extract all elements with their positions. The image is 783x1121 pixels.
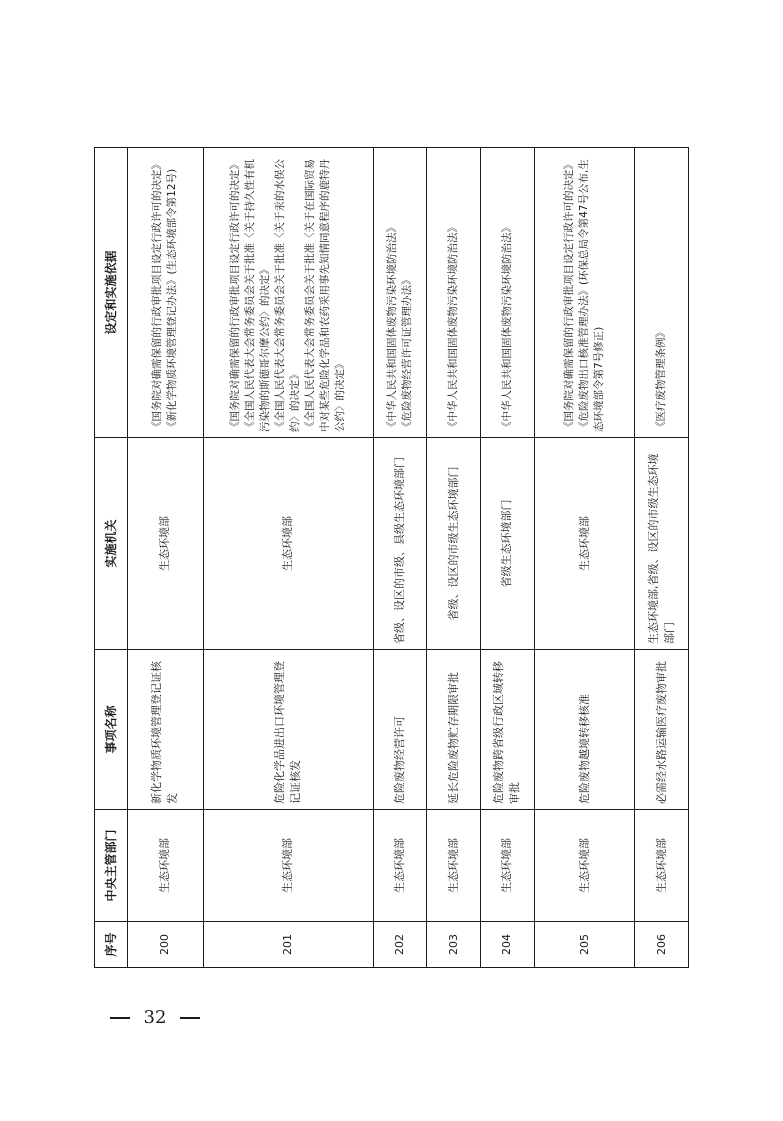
- basis-line: 《全国人民代表大会常务委员会关于批准〈关于汞的水俣公约〉的决定》: [274, 159, 302, 432]
- cell-dept: 生态环境部: [481, 810, 535, 922]
- items-table: [94, 147, 689, 968]
- cell-agency: 生态环境部: [128, 438, 204, 650]
- cell-dept: 生态环境部: [373, 810, 427, 922]
- cell-seq: 200: [128, 922, 204, 968]
- basis-line: 《全国人民代表大会常务委员会关于批准〈关于持久性有机污染物的斯德哥尔摩公约〉的决定》: [244, 159, 272, 432]
- table-row: [635, 148, 689, 968]
- cell-item: 危险化学品进出口环境管理登记证核发: [203, 650, 373, 810]
- cell-dept: 生态环境部: [203, 810, 373, 922]
- table-row: [128, 148, 204, 968]
- rotated-table-frame: [94, 148, 689, 968]
- table-row: [203, 148, 373, 968]
- cell-dept: 生态环境部: [128, 810, 204, 922]
- basis-line: 《国务院对确需保留的行政审批项目设定行政许可的决定》: [563, 159, 576, 432]
- basis-line: 《中华人民共和国固体废物污染环境防治法》: [386, 222, 399, 432]
- cell-item: 危险废物越境转移核准: [534, 650, 635, 810]
- cell-agency: 生态环境部,省级、设区的市级生态环境部门: [635, 438, 689, 650]
- table-row: [373, 148, 427, 968]
- cell-dept: 生态环境部: [635, 810, 689, 922]
- header-dept: 中央主管部门: [95, 810, 128, 922]
- cell-basis: [534, 148, 635, 438]
- cell-seq: 205: [534, 922, 635, 968]
- table-row: [534, 148, 635, 968]
- basis-line: 《危险废物出口核准管理办法》(环保总局令第47号公布,生态环境部令第7号修正): [578, 159, 606, 432]
- cell-basis: [635, 148, 689, 438]
- cell-agency: 省级生态环境部门: [481, 438, 535, 650]
- cell-dept: 生态环境部: [427, 810, 481, 922]
- cell-seq: 206: [635, 922, 689, 968]
- cell-seq: 204: [481, 922, 535, 968]
- cell-item: 延长危险废物贮存期限审批: [427, 650, 481, 810]
- header-item: 事项名称: [95, 650, 128, 810]
- header-seq: 序号: [95, 922, 128, 968]
- cell-basis: [427, 148, 481, 438]
- cell-agency: 生态环境部: [203, 438, 373, 650]
- basis-line: 《国务院对确需保留的行政审批项目设定行政许可的决定》: [229, 159, 242, 432]
- basis-line: 《医疗废物管理条例》: [655, 327, 668, 432]
- cell-agency: 省级、设区的市级生态环境部门: [427, 438, 481, 650]
- page-number: [110, 1003, 200, 1033]
- cell-dept: 生态环境部: [534, 810, 635, 922]
- header-agency: 实施机关: [95, 438, 128, 650]
- cell-basis: [481, 148, 535, 438]
- basis-line: 《新化学物质环境管理登记办法》(生态环境部令第12号): [166, 168, 179, 432]
- page-number-dash-right: [180, 1017, 200, 1019]
- basis-line: 《中华人民共和国固体废物污染环境防治法》: [447, 222, 460, 432]
- cell-seq: 202: [373, 922, 427, 968]
- cell-item: 必需经水路运输医疗废物审批: [635, 650, 689, 810]
- basis-line: 《国务院对确需保留的行政审批项目设定行政许可的决定》: [151, 159, 164, 432]
- cell-item: 危险废物跨省级行政区域转移审批: [481, 650, 535, 810]
- page-number-dash-left: [110, 1017, 130, 1019]
- cell-seq: 203: [427, 922, 481, 968]
- header-basis: 设定和实施依据: [95, 148, 128, 438]
- cell-agency: 省级、设区的市级、县级生态环境部门: [373, 438, 427, 650]
- cell-agency: 生态环境部: [534, 438, 635, 650]
- table-row: [427, 148, 481, 968]
- cell-basis: [373, 148, 427, 438]
- basis-line: 《中华人民共和国固体废物污染环境防治法》: [500, 222, 513, 432]
- basis-line: 《危险废物经营许可证管理办法》: [401, 274, 414, 432]
- approval-items-table: [94, 148, 689, 968]
- cell-item: 新化学物质环境管理登记证核发: [128, 650, 204, 810]
- basis-line: 《全国人民代表大会常务委员会关于批准〈关于在国际贸易中对某些危险化学品和农药采用事先知情同意程序的鹿特丹公约〉的决定》: [304, 159, 347, 432]
- cell-item: 危险废物经营许可: [373, 650, 427, 810]
- cell-basis: [203, 148, 373, 438]
- table-header-row: [95, 148, 128, 968]
- cell-seq: 201: [203, 922, 373, 968]
- page-number-text: 32: [143, 1007, 167, 1028]
- cell-basis: [128, 148, 204, 438]
- table-row: [481, 148, 535, 968]
